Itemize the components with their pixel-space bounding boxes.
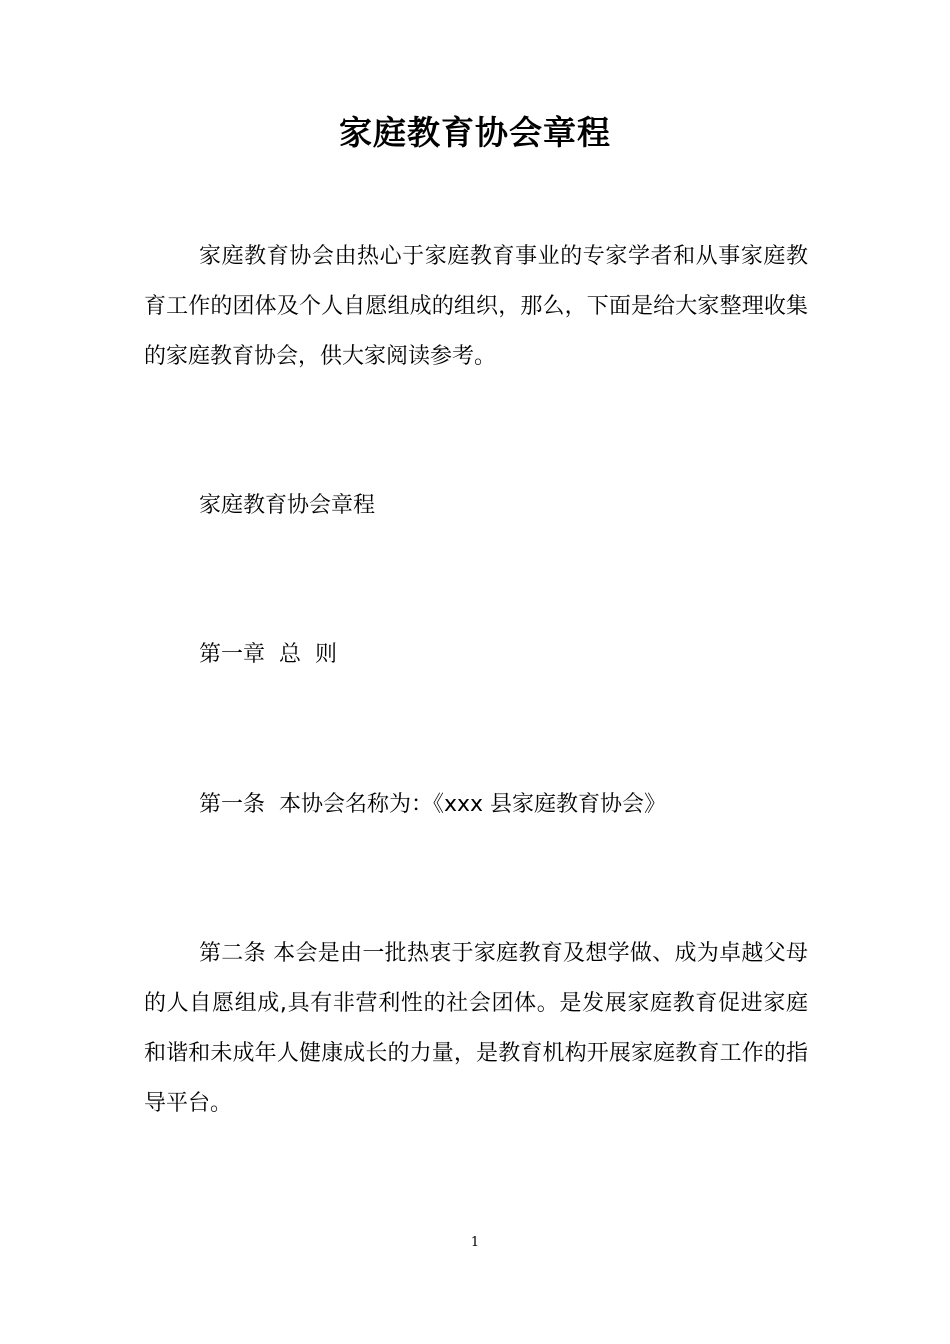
section-heading: 家庭教育协会章程	[199, 493, 376, 518]
chapter-heading: 第一章 总 则	[199, 642, 337, 667]
article-2: 第二条 本会是由一批热衷于家庭教育及想学做、成为卓越父母的人自愿组成,具有非营利性的社会团体。是发展家庭教育促进家庭和谐和未成年人健康成长的力量，是教育机构开展家庭教育工作的指导平台。	[144, 941, 808, 1116]
intro-paragraph: 家庭教育协会由热心于家庭教育事业的专家学者和从事家庭教育工作的团体及个人自愿组成的组织，那么，下面是给大家整理收集的家庭教育协会，供大家阅读参考。	[144, 244, 808, 369]
article-1: 第一条 本协会名称为：《xxx 县家庭教育协会》	[199, 792, 667, 817]
document-title: 家庭教育协会章程	[339, 113, 611, 152]
page-number: 1	[470, 1235, 480, 1250]
